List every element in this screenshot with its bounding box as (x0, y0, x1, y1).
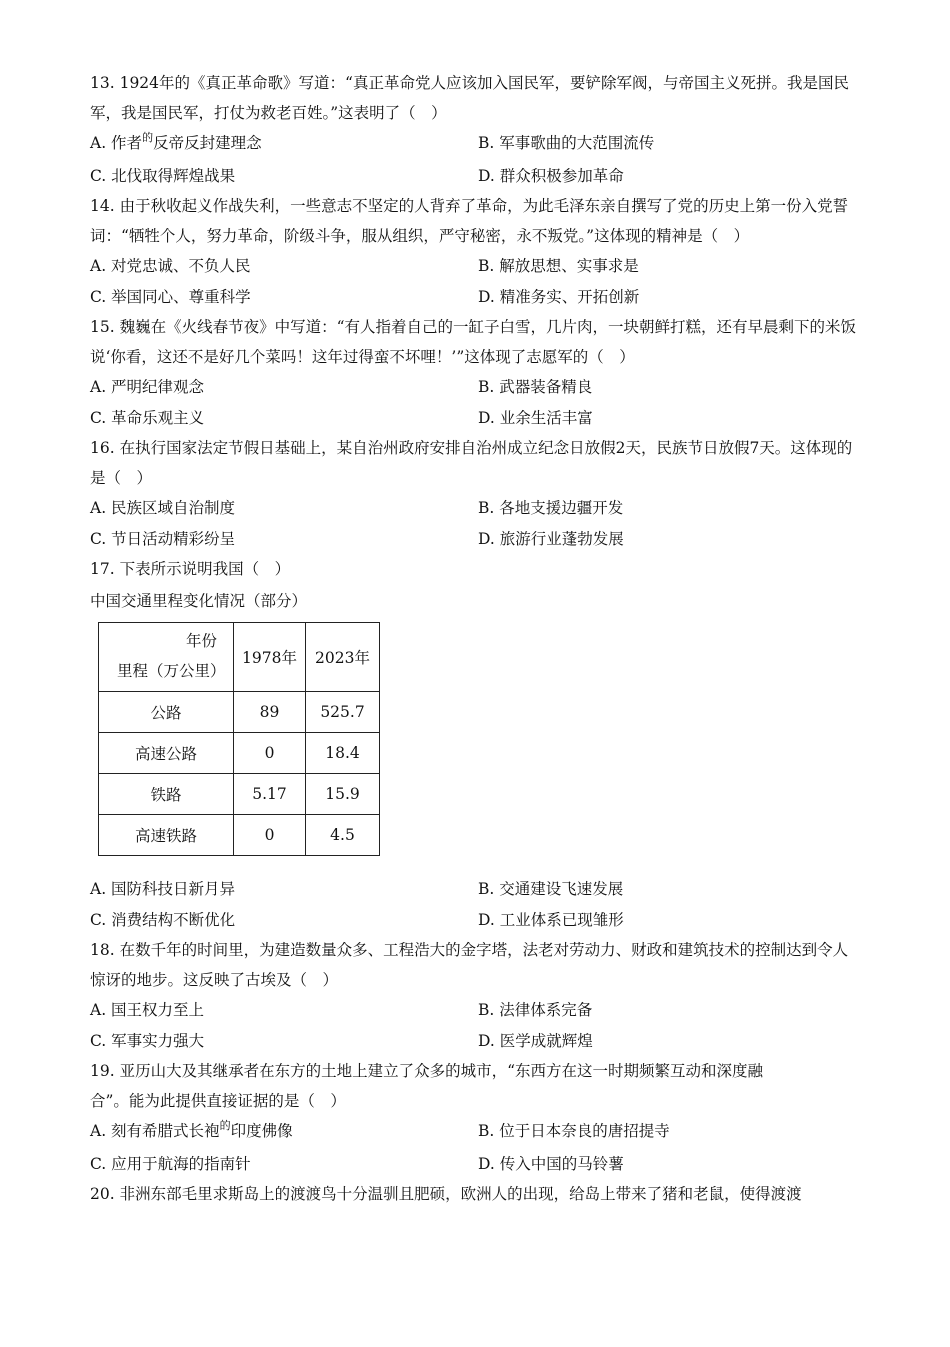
option-18-a[interactable]: A. 国王权力至上 (90, 1001, 205, 1019)
header-year-label: 年份 (185, 632, 217, 650)
option-16-d[interactable]: D. 旅游行业蓬勃发展 (478, 529, 624, 548)
option-15-c[interactable]: C. 革命乐观主义 (90, 408, 205, 427)
option-16-a[interactable]: A. 民族区域自治制度 (90, 499, 236, 517)
option-18-d[interactable]: D. 医学成就辉煌 (478, 1031, 593, 1050)
question-13-options (90, 128, 860, 191)
option-13-d[interactable]: D. 群众积极参加革命 (478, 166, 624, 185)
question-18-options (90, 995, 860, 1056)
cell-2023: 4.5 (306, 815, 380, 856)
table-row (99, 733, 380, 774)
question-16-options (90, 493, 860, 554)
row-label: 高速公路 (99, 733, 234, 774)
question-20-stem: 20. 非洲东部毛里求斯岛上的渡渡鸟十分温驯且肥硕，欧洲人的出现，给岛上带来了猪和老鼠，使得渡渡 (90, 1185, 802, 1203)
question-18-stem: 18. 在数千年的时间里，为建造数量众多、工程浩大的金字塔，法老对劳动力、财政和建筑技术的控制达到令人惊讶的地步。这反映了古埃及（ ） (90, 941, 849, 989)
option-13-c[interactable]: C. 北伐取得辉煌战果 (90, 166, 236, 185)
table-row (99, 774, 380, 815)
header-2023: 2023年 (306, 623, 380, 692)
exam-page (90, 68, 860, 1209)
header-mileage-label: 里程（万公里） (117, 662, 226, 680)
row-label: 公路 (99, 692, 234, 733)
cell-1978: 0 (234, 815, 306, 856)
table-row (99, 815, 380, 856)
header-1978: 1978年 (234, 623, 306, 692)
table-caption: 中国交通里程变化情况（部分） (90, 592, 308, 610)
option-19-b[interactable]: B. 位于日本奈良的唐招提寺 (478, 1122, 670, 1140)
question-19-stem: 19. 亚历山大及其继承者在东方的土地上建立了众多的城市，“东西方在这一时期频繁互动和深度融 合”。能为此提供直接证据的是（ ） (90, 1062, 764, 1110)
question-17-stem: 17. 下表所示说明我国（ ） (90, 560, 291, 578)
option-15-b[interactable]: B. 武器装备精良 (478, 378, 593, 396)
option-14-a[interactable]: A. 对党忠诚、不负人民 (90, 257, 251, 275)
traffic-mileage-table (98, 622, 380, 856)
option-15-a[interactable]: A. 严明纪律观念 (90, 378, 205, 396)
question-15-options (90, 372, 860, 433)
option-18-b[interactable]: B. 法律体系完备 (478, 1001, 593, 1019)
row-label: 铁路 (99, 774, 234, 815)
cell-1978: 89 (234, 692, 306, 733)
option-18-c[interactable]: C. 军事实力强大 (90, 1031, 205, 1050)
option-17-d[interactable]: D. 工业体系已现雏形 (478, 910, 624, 929)
cell-2023: 18.4 (306, 733, 380, 774)
option-19-d[interactable]: D. 传入中国的马铃薯 (478, 1154, 624, 1173)
option-14-d[interactable]: D. 精准务实、开拓创新 (478, 287, 640, 306)
option-14-c[interactable]: C. 举国同心、尊重科学 (90, 287, 251, 306)
question-16-stem: 16. 在执行国家法定节假日基础上，某自治州政府安排自治州成立纪念日放假2天，民族节日放假7天。这体现的是（ ） (90, 439, 853, 487)
option-15-d[interactable]: D. 业余生活丰富 (478, 408, 593, 427)
option-13-a[interactable]: A. 作者$^的$反帝反封建理念 (90, 131, 262, 152)
question-15-stem: 15. 魏巍在《火线春节夜》中写道：“有人指着自己的一缸子白雪，几片肉，一块朝鲜打糕，还有早晨剩下的米饭说‘你看，这还不是好几个菜吗！这年过得蛮不坏哩！’”这体现了志愿军的（ ） (90, 318, 857, 366)
option-13-b[interactable]: B. 军事歌曲的大范围流传 (478, 134, 655, 152)
question-19-options (90, 1116, 860, 1179)
question-14-stem: 14. 由于秋收起义作战失利，一些意志不坚定的人背弃了革命，为此毛泽东亲自撰写了党的历史上第一份入党誓词：“牺牲个人，努力革命，阶级斗争，服从组织，严守秘密，永不叛党。”这体现的精神是（ ） (90, 197, 849, 245)
cell-1978: 0 (234, 733, 306, 774)
question-13-stem: 13. 1924年的《真正革命歌》写道：“真正革命党人应该加入国民军，要铲除军阀，与帝国主义死拼。我是国民军，我是国民军，打仗为救老百姓。”这表明了（ ） (90, 74, 849, 122)
option-17-c[interactable]: C. 消费结构不断优化 (90, 910, 236, 929)
table-row (99, 692, 380, 733)
table-corner-cell (99, 623, 234, 692)
row-label: 高速铁路 (99, 815, 234, 856)
cell-2023: 15.9 (306, 774, 380, 815)
option-14-b[interactable]: B. 解放思想、实事求是 (478, 257, 639, 275)
table-header-row (99, 623, 380, 692)
option-19-c[interactable]: C. 应用于航海的指南针 (90, 1154, 251, 1173)
option-17-a[interactable]: A. 国防科技日新月异 (90, 880, 236, 898)
option-17-b[interactable]: B. 交通建设飞速发展 (478, 880, 624, 898)
option-19-a[interactable]: A. 刻有希腊式长袍$^的$印度佛像 (90, 1119, 293, 1140)
question-14-options (90, 251, 860, 312)
option-16-b[interactable]: B. 各地支援边疆开发 (478, 499, 624, 517)
option-16-c[interactable]: C. 节日活动精彩纷呈 (90, 529, 236, 548)
cell-2023: 525.7 (306, 692, 380, 733)
cell-1978: 5.17 (234, 774, 306, 815)
question-17-options (90, 874, 860, 935)
